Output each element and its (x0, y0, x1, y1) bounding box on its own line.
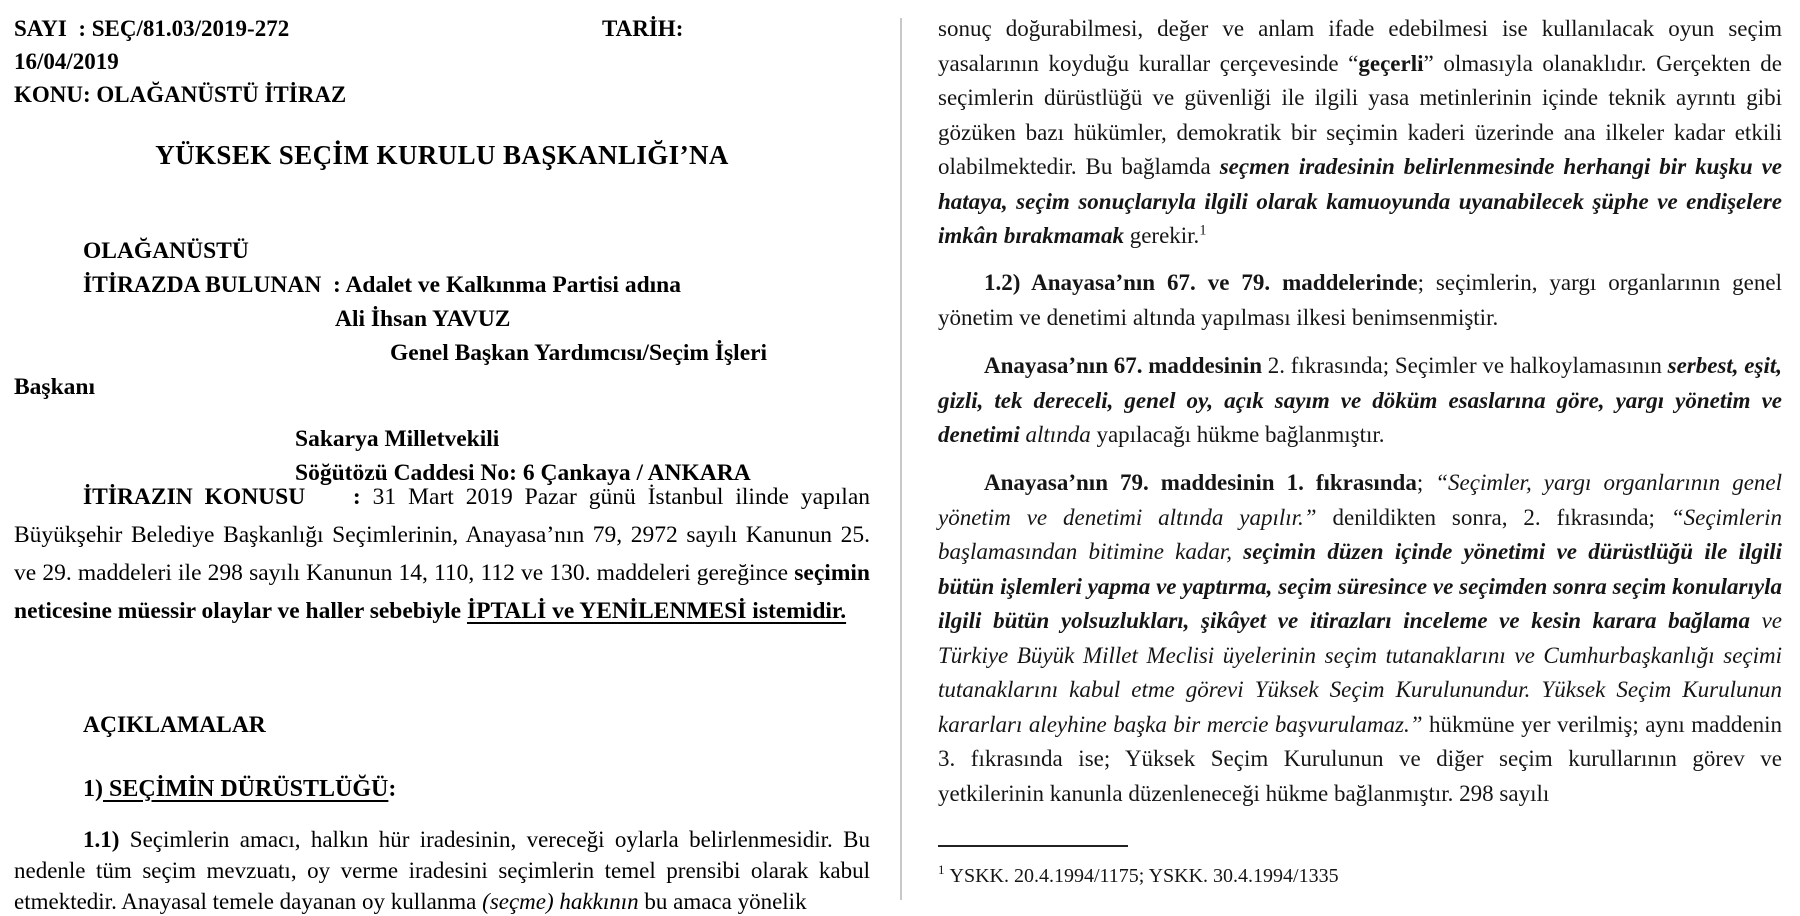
text-segment: : (388, 776, 397, 802)
text-segment: “Seçimlerin başlamasından bitimine kadar, (938, 504, 1782, 564)
footnote-separator (938, 845, 1128, 847)
paragraph-article-67 (938, 349, 1782, 453)
petitioner-extraordinary-label: OLAĞANÜSTÜ (83, 238, 249, 264)
text-segment: gerekir. (1123, 223, 1200, 248)
text-segment: Anayasa’nın 79. maddesinin 1. fıkrasında (984, 470, 1417, 495)
subject-paragraph (14, 478, 870, 630)
text-segment: 2. fıkrasında; Seçimler ve halkoylamasının (1262, 353, 1668, 378)
text-segment: seçimin düzen içinde yönetimi ve dürüstlüğü ile ilgili bütün işlemleri yapma ve yaptırma, seçim süresince ve seçimden sonra seçim konularıyla ilgili bütün yolsuzlukları, şikâyet ve itirazları inceleme ve kesin karara bağlama (938, 539, 1782, 633)
petitioner-block (14, 234, 870, 490)
petitioner-address: Söğütözü Caddesi No: 6 Çankaya / ANKARA (295, 460, 751, 486)
footnote-1 (938, 862, 1339, 888)
text-segment: denildikten sonra, 2. fıkrasında; (1316, 504, 1671, 530)
text-segment: 1.1) (83, 827, 120, 852)
text-segment: 1.2) Anayasa’nın 67. ve 79. maddelerinde (984, 270, 1418, 295)
petitioner-name: Ali İhsan YAVUZ (335, 306, 511, 332)
text-segment: yapılacağı hükme bağlanmıştır. (1096, 422, 1385, 447)
text-segment: 1 (1199, 222, 1207, 239)
paragraph-continuation (938, 12, 1782, 254)
petitioner-role-continued: Başkanı (14, 374, 95, 400)
text-segment: sonuç doğurabilmesi, değer ve anlam ifade edebilmesi ise kullanılacak oyun seçim yasalarının koyduğu kurallar çerçevesinde “ (938, 16, 1782, 76)
text-segment: Seçimlerin amacı, halkın hür iradesinin, vereceği oylarla belirlenmesidir. Bu nedenle tüm seçim mevzuatı, oy verme iradesini seçimlerin temel prensibi olarak kabul etmektedir. Anayasal temele dayanan oy kullanma (14, 827, 870, 914)
footnote-text: YSKK. 20.4.1994/1175; YSKK. 30.4.1994/1335 (949, 864, 1339, 887)
text-segment: ; (1416, 470, 1436, 495)
date-label: TARİH: (602, 16, 684, 41)
text-segment: bu amaca yönelik (638, 889, 807, 914)
text-segment: 31 Mart 2019 Pazar günü İstanbul ilinde yapılan Büyükşehir Belediye Başkanlığı Seçimlerinin, Anayasa’nın 79, 2972 sayılı Kanunun 25. ve 29. maddeleri ile 298 sayılı Kanunun 14, 110, 112 ve 130. maddeleri gereğince (14, 484, 870, 586)
header-line-1 (14, 12, 870, 45)
page-divider (900, 18, 902, 900)
document-title: YÜKSEK SEÇİM KURULU BAŞKANLIĞI’NA (155, 140, 729, 170)
text-segment: Anayasa’nın 67. maddesinin (984, 353, 1263, 378)
petitioner-objector-line: İTİRAZDA BULUNAN : Adalet ve Kalkınma Partisi adına (83, 272, 681, 298)
text-segment: “Seçimler, yargı organlarının genel yönetim ve denetimi altında yapılır.” (938, 470, 1782, 530)
text-segment: ; seçimlerin, yargı organlarının genel yönetim ve denetimi altında yapılması ilkesi benimsenmiştir. (938, 270, 1782, 330)
text-segment: altında (1019, 422, 1097, 447)
document-header (14, 12, 870, 111)
page-right (938, 0, 1782, 916)
section-1-heading (14, 776, 396, 803)
petitioner-role: Genel Başkan Yardımcısı/Seçim İşleri (390, 340, 768, 366)
paragraph-article-79 (938, 466, 1782, 811)
text-segment: SEÇİMİN DÜRÜSTLÜĞÜ (103, 776, 389, 802)
petitioner-deputy-line: Sakarya Milletvekili (295, 426, 500, 452)
doc-number: SAYI : SEÇ/81.03/2019-272 (14, 16, 290, 41)
subject-line: KONU: OLAĞANÜSTÜ İTİRAZ (14, 82, 347, 107)
text-segment: İPTALİ ve YENİLENMESİ istemidir. (466, 598, 847, 624)
text-segment: ” olmasıyla olanaklıdır. Gerçekten de seçimlerin dürüstlüğü ve güvenliği ile ilgili yasa metinlerinin içinde teknik ayrıntı gibi gözüken bazı hükümler, demokratik bir seçimin kaderi üzerinde ana ilkeler kadar etkili olabilmektedir. Bu bağlamda (938, 50, 1782, 179)
explanations-heading: AÇIKLAMALAR (83, 712, 266, 738)
text-segment: serbest, eşit, gizli, tek dereceli, genel oy, açık sayım ve döküm esaslarına göre, yargı yönetim ve denetimi (938, 353, 1782, 447)
text-segment: seçmen iradesinin belirlenmesinde herhangi bir kuşku ve hataya, seçim sonuçlarıyla ilgili olarak kamuoyunda uyanabilecek şüphe ve endişelere imkân bırakmamak (938, 154, 1782, 248)
paragraph-1-1 (14, 824, 870, 916)
footnote-ref: 1 (938, 862, 945, 877)
text-segment: İTİRAZIN KONUSU : (83, 484, 361, 510)
text-segment: (seçme) hakkının (482, 889, 639, 914)
text-segment: 1) (83, 776, 103, 802)
text-segment: geçerli (1358, 50, 1424, 76)
text-segment: hükmüne yer verilmiş; aynı maddenin 3. fıkrasında ise; Yüksek Seçim Kurulunun ve diğer seçim kurullarının görev ve yetkilerinin kanunla düzenleneceği hükme bağlanmıştır. 298 sayılı (938, 711, 1783, 806)
date-value: 16/04/2019 (14, 49, 119, 74)
page-left (14, 0, 870, 916)
paragraph-1-2 (938, 266, 1782, 335)
text-segment: ve Türkiye Büyük Millet Meclisi üyelerinin seçim tutanaklarını ve Cumhurbaşkanlığı seçimi tutanaklarını kabul etme görevi Yüksek Seçim Kurulunundur. Yüksek Seçim Kurulunun kararları aleyhine başka bir mercie başvurulamaz.” (938, 608, 1782, 737)
text-segment: seçimin neticesine müessir olaylar ve haller sebebiyle (14, 560, 870, 624)
